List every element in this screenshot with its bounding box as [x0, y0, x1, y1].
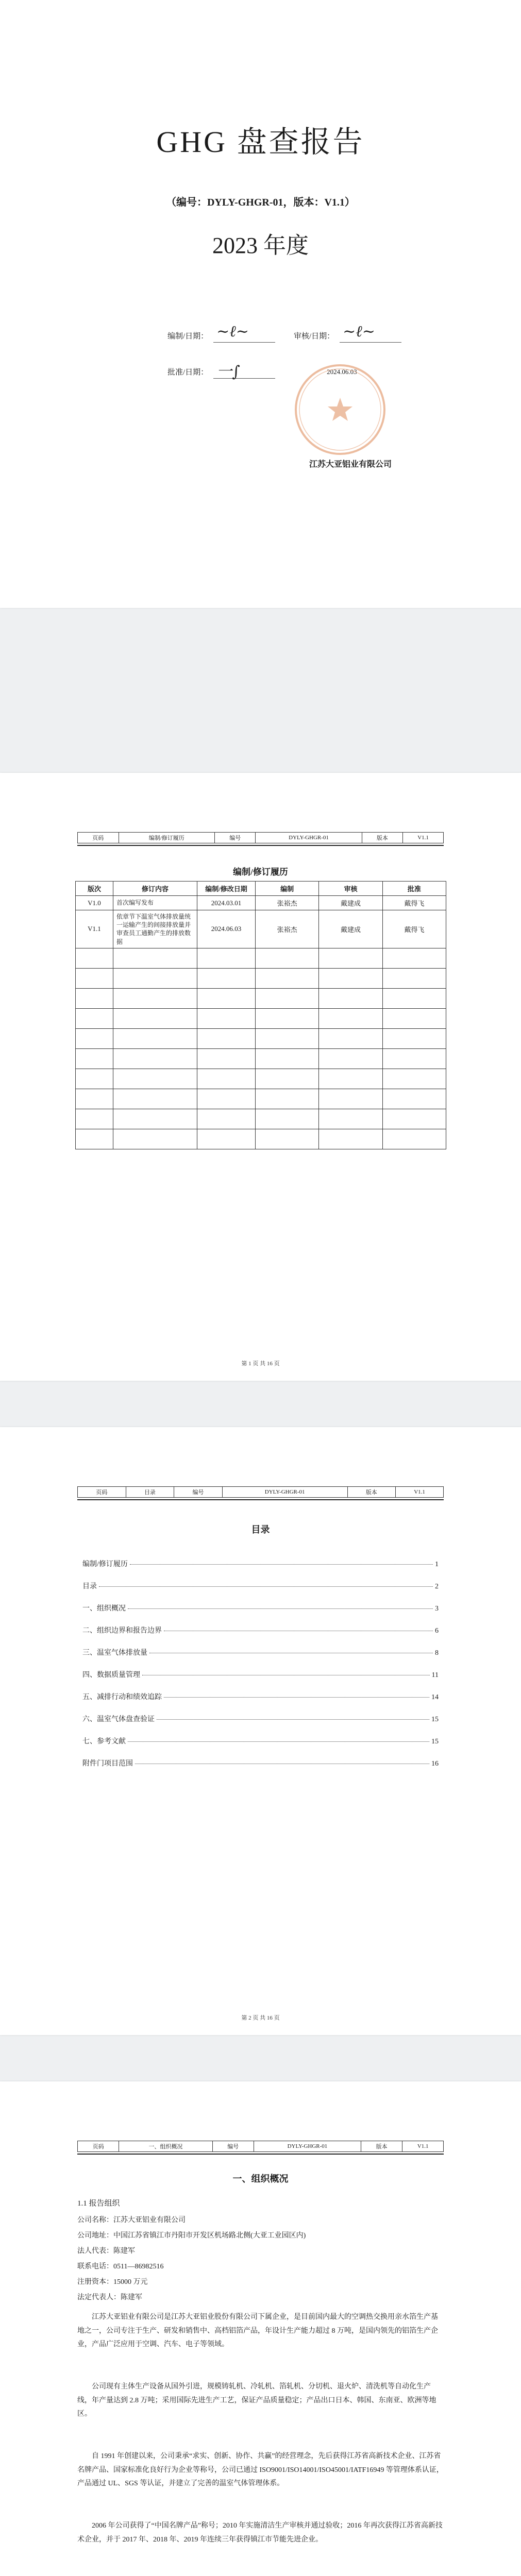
cover-page	[0, 0, 521, 608]
empty-row	[76, 968, 446, 988]
toc-entry[interactable]: 三、温室气体排放量 8	[82, 1649, 439, 1657]
report-year: 2023 年度	[212, 233, 309, 258]
empty-row	[76, 948, 446, 968]
company-line: 公司名称：江苏大亚铝业有限公司	[77, 2216, 186, 2224]
toc-entry[interactable]: 五、减排行动和绩效追踪 14	[82, 1693, 439, 1701]
empty-row	[76, 1048, 446, 1069]
toc-entry[interactable]: 目录 2	[82, 1583, 439, 1590]
contact-line: 联系电话：0511—86982516	[77, 2263, 164, 2270]
paragraph: 公司现有主体生产设备从国外引进，规模铸轧机、冷轧机、箔轧机、分切机、退火炉、清洗机等自动化生产线，年产量达到 2.8 万吨；采用国际先进生产工艺，保证产品质量稳定；产品出口日本、韩国、东南亚、欧洲等地区。	[77, 2383, 436, 2418]
header-divider	[77, 845, 444, 846]
revision-title: 编制/修订履历	[233, 867, 288, 877]
empty-row	[76, 1008, 446, 1028]
page-header: 页码 目录 编号 DYLY-GHGR-01 版本 V1.1	[77, 1486, 444, 1500]
org-page	[0, 2081, 521, 2576]
report-code: （编号：DYLY-GHGR-01，版本：V1.1）	[166, 197, 355, 208]
empty-row	[76, 1129, 446, 1149]
toc-entry[interactable]: 四、数据质量管理 11	[82, 1671, 439, 1679]
signature-mark: ~ℓ~	[216, 323, 249, 341]
toc-entry[interactable]: 七、参考文献 15	[82, 1738, 439, 1745]
toc-page	[0, 1427, 521, 2035]
signature-mark: ~ℓ~	[343, 323, 375, 341]
signed-signature: 批准/日期： 一∫ 2024.06.03	[167, 365, 357, 379]
subsection-heading: 1.1 报告组织	[77, 2199, 120, 2208]
section-title: 一、组织概况	[232, 2174, 289, 2184]
toc-entry[interactable]: 六、温室气体盘查验证 15	[82, 1716, 439, 1723]
report-title: GHG 盘查报告	[156, 125, 365, 159]
capital-line: 注册资本：15000 万元	[77, 2278, 148, 2286]
revision-table	[75, 881, 446, 1149]
prepared-signature: 编制/日期： ~ℓ~	[167, 329, 275, 343]
page-footer: 第 2 页 共 16 页	[241, 2015, 280, 2021]
toc-entry[interactable]: 二、组织边界和报告边界 6	[82, 1627, 439, 1635]
empty-row	[76, 988, 446, 1008]
paragraph: 2006 年公司获得了“中国名牌产品”称号；2010 年实施清洁生产审核并通过验收；2016 年再次获得江苏省高新技术企业，并于 2017 年、2018 年、2019 年连续三年获得镇江市节能先进企业。	[77, 2522, 443, 2544]
rep-line: 法定代表人：陈建军	[77, 2294, 142, 2301]
table-row: V1.0 首次编写发布 2024.03.01 张裕杰 戴建成 戴得飞	[76, 896, 446, 910]
page-header: 页码 一、组织概况 编号 DYLY-GHGR-01 版本 V1.1	[77, 2141, 444, 2155]
toc-title: 目录	[251, 1524, 270, 1535]
approved-signature: 审核/日期： ~ℓ~	[294, 329, 401, 343]
table-row: V1.1 依章节下温室气体排放量统一运输产生的间接排放量并审查员工通勤产生的排放数据 2024.06.03 张裕杰 戴建成 戴得飞	[76, 910, 446, 948]
empty-row	[76, 1109, 446, 1129]
empty-row	[76, 1028, 446, 1048]
table-header-row: 版次 修订内容 编制/修改日期 编制 审核 批准	[76, 882, 446, 896]
paragraph: 自 1991 年创建以来，公司秉承“求实、创新、协作、共赢”的经营理念，先后获得江苏省高新技术企业、江苏省名牌产品、国家标准化良好行为企业等称号，公司已通过 ISO9001/ISO14001/ISO45001/IATF16949 等管理体系认证，产品通过 UL、SGS 等认证，并建立了完善的温室气体管理体系。	[77, 2452, 444, 2488]
paragraph: 江苏大亚铝业有限公司是江苏大亚铝业股份有限公司下属企业，是目前国内最大的空调热交换用亲水箔生产基地之一，公司专注于生产、研发和销售中、高档铝箔产品，年设计生产能力超过 8 万吨，是国内领先的铝箔生产企业，产品广泛应用于空调、汽车、电子等领域。	[77, 2313, 438, 2349]
signature-mark: 一∫	[216, 363, 240, 381]
toc-entry[interactable]: 编制/修订履历 1	[82, 1561, 439, 1568]
revision-page	[0, 773, 521, 1381]
company-seal-icon	[291, 361, 389, 459]
signing-date: 2024.06.03	[327, 367, 357, 376]
page-header: 页码 编制/修订履历 编号 DYLY-GHGR-01 版本 V1.1	[77, 832, 444, 846]
empty-row	[76, 1089, 446, 1109]
address-line: 公司地址：中国江苏省镇江市丹阳市开发区机场路北侧(大亚工业园区内)	[77, 2232, 306, 2240]
header-divider	[77, 1499, 444, 1500]
empty-row	[76, 1069, 446, 1089]
page-footer: 第 1 页 共 16 页	[241, 1361, 280, 1367]
header-divider	[77, 2154, 444, 2155]
toc-entry[interactable]: 一、组织概况 3	[82, 1605, 439, 1613]
toc-entry[interactable]: 附件门项目范围 16	[82, 1760, 439, 1768]
legal-line: 法人代表：陈建军	[77, 2247, 135, 2255]
company-name: 江苏大亚铝业有限公司	[309, 460, 392, 469]
